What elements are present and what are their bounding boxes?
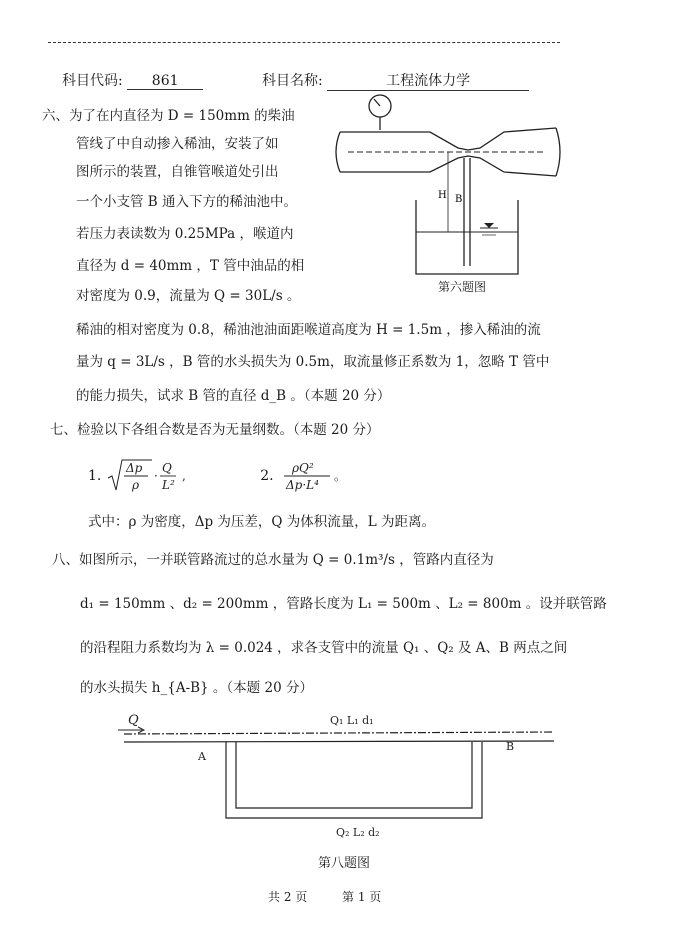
svg-text:L²: L² [161, 478, 175, 492]
figure-6-venturi [318, 90, 588, 290]
q7-expr-2-prefix: 2. [260, 468, 274, 484]
q7-where: 式中：ρ 为密度，Δp 为压差，Q 为体积流量，L 为距离。 [88, 514, 436, 530]
q6-line-6: 直径为 d = 40mm ，T 管中油品的相 [76, 258, 305, 274]
fig6-h-label: H [438, 190, 447, 201]
q7-title: 七、检验以下各组合数是否为无量纲数。（本题 20 分） [50, 422, 380, 438]
fig8-q-label: Q [128, 713, 139, 728]
fig8-a-label: A [198, 750, 206, 763]
fig6-b-label: B [455, 194, 463, 205]
q8-line-3: 的沿程阻力系数均为 λ = 0.024 ，求各支管中的流量 Q₁ 、Q₂ 及 A、B 两点之间 [80, 640, 568, 656]
fig8-bottom-label: Q₂ L₂ d₂ [336, 826, 380, 839]
svg-text:Δp·L⁴: Δp·L⁴ [286, 478, 320, 492]
q7-formulas [106, 456, 256, 496]
q6-line-2: 管线了中自动掺入稀油，安装了如 [76, 136, 279, 152]
fig8-top-label: Q₁ L₁ d₁ [330, 714, 374, 727]
fig8-b-label: B [506, 740, 515, 753]
svg-text:ρQ²: ρQ² [292, 461, 314, 475]
svg-text:。: 。 [334, 469, 347, 483]
footer-total-pages: 共 2 页 [268, 890, 308, 904]
svg-text:ρ: ρ [131, 478, 139, 492]
header-code [62, 70, 203, 90]
name-label: 科目名称: [262, 73, 323, 89]
code-value: 861 [127, 73, 203, 90]
q6-line-1: 六、为了在内直径为 D = 150mm 的柴油 [42, 108, 295, 124]
svg-text:Δp: Δp [125, 461, 143, 475]
q8-figure-caption: 第八题图 [318, 856, 371, 871]
svg-text:,: , [181, 469, 186, 483]
q6-line-8: 稀油的相对密度为 0.8，稀油池油面距喉道高度为 H = 1.5m ，掺入稀油的流 [76, 322, 541, 338]
svg-text:Q: Q [161, 461, 172, 475]
q8-line-4: 的水头损失 h_{A-B} 。（本题 20 分） [80, 680, 313, 696]
q6-line-10: 的能力损失，试求 B 管的直径 d_B 。（本题 20 分） [76, 388, 391, 404]
q6-line-5: 若压力表读数为 0.25MPa ，喉道内 [76, 226, 294, 242]
q6-line-9: 量为 q = 3L/s ，B 管的水头损失为 0.5m，取流量修正系数为 1，忽略 T 管中 [76, 354, 550, 370]
q7-expr-1-prefix: 1. [88, 468, 102, 484]
name-value: 工程流体力学 [327, 70, 529, 91]
figure-8-parallel-pipes [114, 700, 564, 840]
header-name [262, 70, 529, 91]
q6-figure-caption: 第六题图 [438, 280, 487, 294]
q8-line-1: 八、如图所示，一并联管路流过的总水量为 Q = 0.1m³/s ，管路内直径为 [52, 552, 494, 568]
q8-line-2: d₁ = 150mm 、d₂ = 200mm ，管路长度为 L₁ = 500m 、L₂ = 800m 。设并联管路 [80, 596, 607, 612]
code-label: 科目代码: [62, 73, 123, 89]
q7-formula-2 [278, 456, 358, 496]
q7-expressions [88, 456, 358, 496]
top-rule [48, 42, 560, 43]
q6-line-3: 图所示的装置，自锥管喉道处引出 [76, 164, 279, 180]
footer-page-number: 第 1 页 [342, 890, 382, 904]
q6-line-4: 一个小支管 B 通入下方的稀油池中。 [76, 194, 298, 210]
svg-text:·: · [153, 469, 158, 483]
q6-line-7: 对密度为 0.9，流量为 Q = 30L/s 。 [76, 288, 301, 304]
pressure-gauge-icon [369, 95, 391, 117]
